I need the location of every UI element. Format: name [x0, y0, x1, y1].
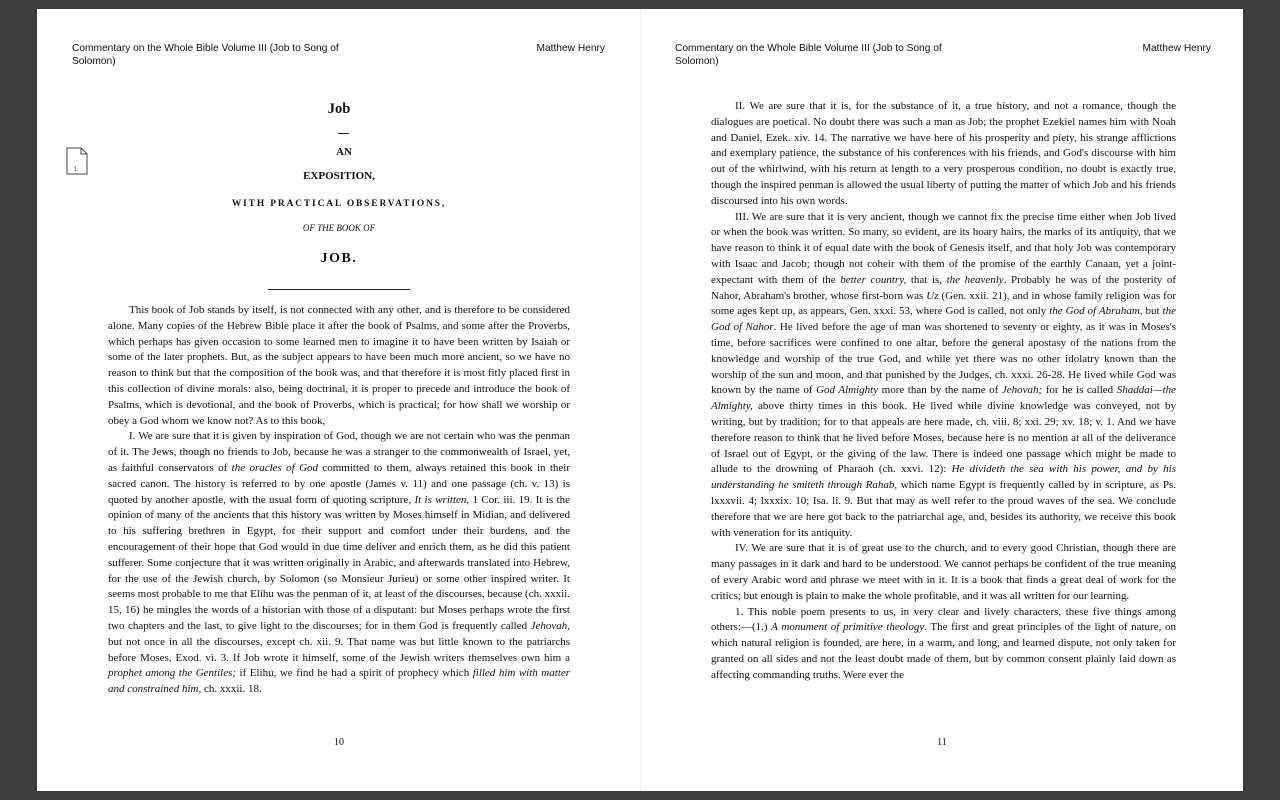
italic-run: Shaddai—the Almighty,	[711, 384, 1177, 413]
right-body-text	[711, 99, 1176, 683]
text-run: but not once in all the discourses, except ch. xii. 9. That name was but little known to the patriarchs before Moses, Exod. vi. 3. If Job wrote it himself, some of the Jewish writers themselves own him a	[108, 635, 570, 664]
document-icon-label: 1	[74, 167, 78, 173]
italic-run: God Almighty	[816, 384, 879, 397]
text-run: that is,	[906, 273, 947, 286]
italic-run: prophet among the Gentiles;	[108, 667, 237, 680]
title-dash	[108, 133, 570, 134]
text-run: more than by the name of	[878, 384, 1002, 397]
text-run: . He lived before the age of man was shortened to seventy or eighty, as it was in Moses's time, before sacrifices were confined to one altar, before the general apostasy of the nations from the knowledge and worship of the true God, and while yet there was no other idolatry known than the worship of the sun and moon, and that punished by the Judges, ch. xxxi. 26-28. He lived while God was known by the name of	[711, 321, 1176, 397]
title-practical: WITH PRACTICAL OBSERVATIONS,	[231, 199, 447, 209]
text-run: 1. This noble poem presents to us, in very clear and lively characters, these five things among others:—(1.)	[711, 605, 1176, 634]
text-run: . Probably he was of the posterity of Nahor, Abraham's brother, whose first-born was	[711, 273, 1177, 302]
text-run: (Gen. xxii. 21), and in whose family religion was for some ages kept up, as appears, Gen. xxxi. 53, where God is called, not only	[711, 289, 1176, 318]
pdf-viewer-spread	[37, 9, 1243, 791]
text-run: ch. xxxii. 18.	[201, 683, 262, 696]
italic-run: the heavenly	[946, 273, 1004, 286]
title-of-the-book: OF THE BOOK OF	[302, 223, 376, 233]
page-number-right: 11	[937, 737, 947, 748]
text-run: but	[1142, 305, 1163, 318]
page-number-left: 10	[334, 737, 344, 748]
right_page-paragraph	[711, 541, 1176, 604]
italic-run: better country,	[840, 273, 907, 286]
left-body-text	[108, 303, 570, 698]
text-run: I. We are sure that it is given by inspiration of God, though we are not certain who was the penman of it. The Jews, though no friends to Job, because he was a stranger to the commonwealth of Israel, yet, as faithful conservators of	[108, 430, 570, 474]
left_page-paragraph	[108, 303, 570, 429]
italic-run: the God of Abraham,	[1049, 305, 1143, 318]
left_page-paragraph	[108, 429, 570, 698]
book-title: Job	[327, 101, 351, 117]
text-run: This book of Job stands by itself, is not connected with any other, and is therefore to be considered alone. Many copies of the Hebrew Bible place it after the book of Psalms, and some after the Proverbs, which perhaps has given occasion to some learned men to imagine it to have been written by Isaiah or some of the later prophets. But, as the subject appears to have been much more ancient, so we have no reason to think but that the composition of the book was, and that therefore it is most fitly placed first in this collection of divine morals: also, being doctrinal, it is proper to precede and introduce the book of Psalms, which is devotional, and the book of Proverbs, which is practical; for how shall we worship or obey a God whom we know not? As to this book,	[108, 304, 570, 427]
text-run: which name Egypt is frequently called by in scripture, as Ps. lxxxvii. 4; lxxxix. 10; Isa. li. 9. But that may as well refer to the proud waves of the sea. We conclude therefore that we are here got back to the patriarchal age, and, besides its authority, we receive this book with veneration for its antiquity.	[711, 479, 1176, 539]
right_page-paragraph	[711, 210, 1176, 542]
title-rule	[268, 289, 410, 290]
text-run: . The first and great principles of the light of nature, on which natural religion is founded, are here, in a warm, and long, and learned dispute, not only taken for granted on all sides and not the least doubt made of them, but by common consent plainly laid down as affecting commanding truths. Were ever the	[711, 621, 1176, 681]
running-head-title: Commentary on the Whole Bible Volume III (Job to Song of Solomon)	[675, 43, 942, 67]
italic-run: the oracles of God	[231, 461, 319, 474]
italic-run: He divideth the sea with his power, and by his understanding he smiteth through Rahab,	[711, 463, 1176, 492]
text-run: III. We are sure that it is very ancient, though we cannot fix the precise time either when Job lived or when the book was written. So many, so evident, are its hoary hairs, the marks of its antiquity, that we have reason to think it of equal date with the book of Genesis itself, and that holy Job was contemporary with Isaac and Jacob; though not coheir with them of the promise of the earthly Canaan, yet a joint-expectant with them of the	[711, 210, 1176, 286]
document-icon[interactable]	[66, 147, 88, 175]
running-head-title: Commentary on the Whole Bible Volume III (Job to Song of Solomon)	[72, 43, 339, 67]
title-book-name: JOB.	[320, 251, 358, 266]
running-head-author: Matthew Henry	[536, 43, 605, 54]
text-run: IV. We are sure that it is of great use to the church, and to every good Christian, though there are many passages in it dark and hard to be understood. We cannot perhaps be confident of the true meaning of every Arabic word and phrase we meet with in it. It is a book that finds a great deal of work for the critics; but enough is plain to make the whole profitable, and it was all written for our learning.	[711, 542, 1176, 602]
title-an: AN	[336, 146, 352, 158]
text-run: 1 Cor. iii. 19. It is the opinion of many of the ancients that this history was written by Moses himself in Midian, and delivered to his suffering brethren in Egypt, for their support and comfort under their burdens, and the encouragement of their hope that God would in due time deliver and enrich them, as he did this patient sufferer. Some conjecture that it was written originally in Arabic, and afterwards translated into Hebrew, for the use of the Jewish church, by Solomon (so Monsieur Jurieu) or some other inspired writer. It seems most probable to me that Elihu was the penman of it, at least of the discourses, because (ch. xxxii. 15, 16) he mingles the words of a historian with those of a disputant: but Moses perhaps wrote the first two chapters and the last, to give light to the discourses; for in them God is frequently called	[108, 493, 570, 632]
right_page-paragraph	[711, 605, 1176, 684]
page-left	[37, 9, 640, 791]
italic-run: It is written,	[414, 493, 470, 506]
text-run: above thirty times in this book. He lived while divine knowledge was conveyed, not by writing, but by tradition; for to that appeals are here made, ch. viii. 8; xxi. 29; xv. 18; v. 1. And we have therefore reason to think that he lived before Moses, because here is no mention at all of the deliverance of Israel out of Egypt, or the giving of the law. There is indeed one passage which might be made to allude to the drowning of Pharaoh (ch. xxvi. 12):	[711, 400, 1176, 476]
text-run: committed to them, always retained this book in their sacred canon. The history is referred to by one apostle (James v. 11) and one passage (ch. v. 13) is quoted by another apostle, with the usual form of quoting scripture,	[108, 461, 571, 506]
text-run: if Elihu, we find he had a spirit of prophecy which	[236, 667, 473, 680]
right_page-paragraph	[711, 99, 1176, 210]
page-right	[640, 9, 1243, 791]
text-run: II. We are sure that it is, for the substance of it, a true history, and not a romance, though the dialogues are poetical. No doubt there was such a man as Job; the prophet Ezekiel names him with Noah and Daniel, Ezek. xiv. 14. The narrative we have here of his prosperity and piety, his strange afflictions and exemplary patience, the substance of his conferences with his friends, and God's discourse with him out of the whirlwind, with his return at length to a very prosperous condition, no doubt is exactly true, though the inspired penman is allowed the usual liberty of putting the matter of which Job and his friends discoursed into his own words.	[711, 100, 1176, 207]
text-run: for he is called	[1042, 384, 1117, 397]
italic-run: the God of Nahor	[711, 305, 1176, 334]
italic-run: Uz	[926, 289, 939, 302]
italic-run: A monument of primitive theology	[771, 621, 925, 634]
title-exposition: EXPOSITION,	[303, 170, 375, 182]
italic-run: Jehovah;	[1001, 384, 1043, 397]
running-head-author: Matthew Henry	[1142, 43, 1211, 54]
italic-run: Jehovah,	[530, 619, 570, 632]
italic-run: filled him with matter and constrained him,	[108, 667, 570, 696]
